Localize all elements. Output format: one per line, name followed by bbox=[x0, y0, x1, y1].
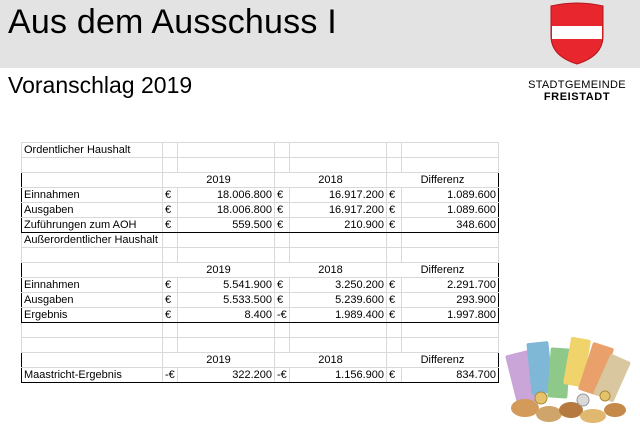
table-row: Zuführungen zum AOH € 559.500 € 210.900 € 348.600 bbox=[22, 218, 499, 233]
row-label: Ergebnis bbox=[22, 308, 163, 323]
col-header-2019: 2019 bbox=[163, 173, 275, 188]
city-name bbox=[514, 79, 640, 103]
slide-title: Aus dem Ausschuss I bbox=[8, 3, 337, 41]
empty-row bbox=[22, 158, 499, 173]
table-row: Ausgaben € 18.006.800 € 16.917.200 € 1.089.600 bbox=[22, 203, 499, 218]
city-name-line2: FREISTADT bbox=[543, 91, 611, 103]
budget-table bbox=[21, 142, 499, 383]
col-header-2018: 2018 bbox=[275, 173, 387, 188]
row-label: Ausgaben bbox=[22, 293, 163, 308]
row-label: Maastricht-Ergebnis bbox=[22, 368, 163, 383]
section-title-row bbox=[22, 143, 499, 158]
col-header-2019: 2019 bbox=[163, 353, 275, 368]
table-row: Einnahmen € 5.541.900 € 3.250.200 € 2.291.700 bbox=[22, 278, 499, 293]
table-row: Ausgaben € 5.533.500 € 5.239.600 € 293.900 bbox=[22, 293, 499, 308]
section-title: Ordentlicher Haushalt bbox=[22, 143, 163, 158]
col-header-differenz: Differenz bbox=[387, 353, 499, 368]
table-header-row bbox=[22, 263, 499, 278]
row-label: Zuführungen zum AOH bbox=[22, 218, 163, 233]
col-header-2018: 2018 bbox=[275, 263, 387, 278]
table-row: Maastricht-Ergebnis -€ 322.200 -€ 1.156.900 € 834.700 bbox=[22, 368, 499, 383]
col-header-2018: 2018 bbox=[275, 353, 387, 368]
table-header-row bbox=[22, 353, 499, 368]
section-title: Außerordentlicher Haushalt bbox=[22, 233, 163, 248]
empty-row bbox=[22, 248, 499, 263]
table-header-row bbox=[22, 173, 499, 188]
row-label: Einnahmen bbox=[22, 278, 163, 293]
city-name-line1: STADTGEMEINDE bbox=[528, 79, 626, 91]
row-label: Ausgaben bbox=[22, 203, 163, 218]
table-row: Einnahmen € 18.006.800 € 16.917.200 € 1.089.600 bbox=[22, 188, 499, 203]
euro-banknotes-and-coins-icon bbox=[505, 330, 633, 425]
slide-subtitle: Voranschlag 2019 bbox=[8, 72, 193, 98]
col-header-2019: 2019 bbox=[163, 263, 275, 278]
freistadt-coat-of-arms-icon bbox=[548, 2, 606, 66]
table-row: Ergebnis € 8.400 -€ 1.989.400 € 1.997.800 bbox=[22, 308, 499, 323]
empty-row bbox=[22, 323, 499, 338]
col-header-differenz: Differenz bbox=[387, 263, 499, 278]
col-header-differenz: Differenz bbox=[387, 173, 499, 188]
empty-row bbox=[22, 338, 499, 353]
section-title-row bbox=[22, 233, 499, 248]
row-label: Einnahmen bbox=[22, 188, 163, 203]
